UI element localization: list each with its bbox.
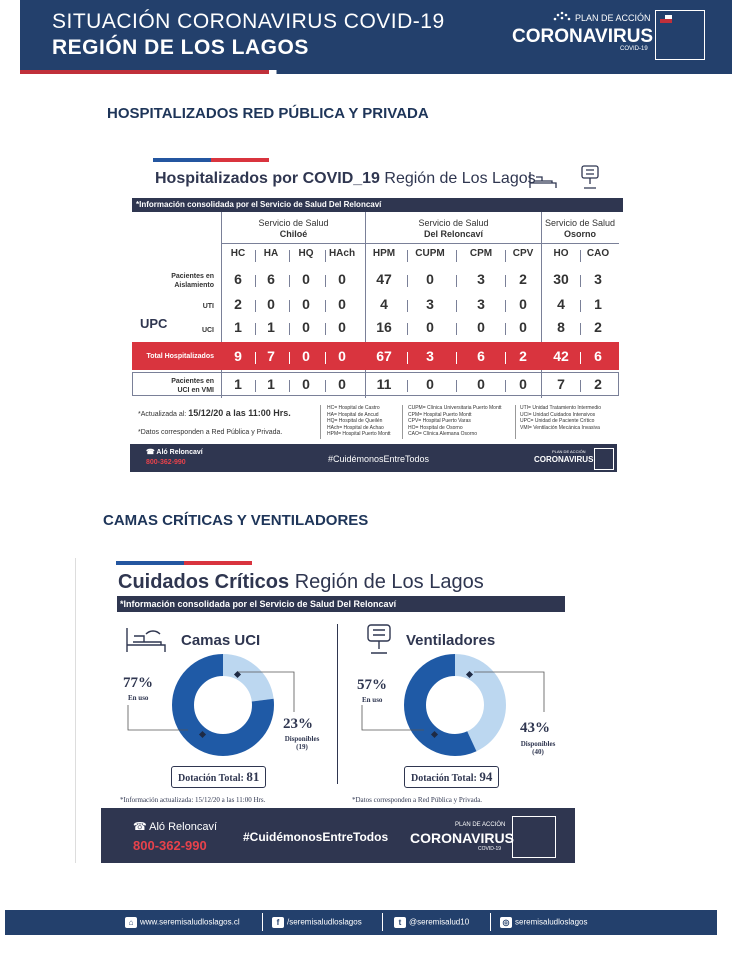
- gobierno-logo-small: [512, 816, 556, 858]
- cell-uti-cpm: 3: [477, 296, 485, 312]
- vent-used-label: En uso: [362, 696, 383, 704]
- camas-free-label: Disponibles (19): [284, 735, 320, 751]
- cell-separator: [289, 352, 290, 364]
- criticos-updated: *Información actualizada: 15/12/20 a las 11:00 Hrs.: [120, 796, 266, 804]
- camas-total: Dotación Total: 81: [171, 766, 266, 788]
- criticos-footer-phone: 800-362-990: [133, 838, 207, 853]
- cell-separator: [289, 275, 290, 287]
- cell-uti-hq: 0: [302, 296, 310, 312]
- cell-uti-hach: 0: [338, 296, 346, 312]
- cell-separator: [289, 380, 290, 392]
- cell-uci-ho: 8: [557, 319, 565, 335]
- header-title-line1: SITUACIÓN CORONAVIRUS COVID-19: [52, 10, 445, 33]
- row-label-upc: UPC: [140, 316, 168, 331]
- cell-vmi-hq: 0: [302, 376, 310, 392]
- cell-uci-ha: 1: [267, 319, 275, 335]
- gobierno-logo-small: [594, 448, 614, 470]
- cell-total-cpv: 2: [519, 348, 527, 364]
- cell-separator: [505, 380, 506, 392]
- cell-uci-cao: 2: [594, 319, 602, 335]
- cell-aislamiento-hq: 0: [302, 271, 310, 287]
- cell-vmi-cpm: 0: [477, 376, 485, 392]
- column-header-cpv: CPV: [512, 248, 534, 259]
- header-title-line2: REGIÓN DE LOS LAGOS: [52, 36, 309, 59]
- footer-facebook-link[interactable]: f /seremisaludloslagos: [272, 917, 362, 928]
- group-osorno: Servicio de Salud Osorno: [544, 218, 616, 239]
- divider: [515, 405, 516, 439]
- cell-vmi-cao: 2: [594, 376, 602, 392]
- divider: [222, 243, 619, 244]
- vent-total: Dotación Total: 94: [404, 766, 499, 788]
- section-title-camas: CAMAS CRÍTICAS Y VENTILADORES: [103, 512, 369, 529]
- divider: [402, 405, 403, 439]
- cell-total-cupm: 3: [426, 348, 434, 364]
- cell-separator: [325, 380, 326, 392]
- cell-total-hach: 0: [338, 348, 346, 364]
- cell-separator: [456, 352, 457, 364]
- vent-used-pct: 57%: [357, 677, 387, 693]
- cell-aislamiento-hc: 6: [234, 271, 242, 287]
- hosp-footer-hashtag: #CuidémonosEntreTodos: [328, 454, 430, 464]
- cell-separator: [255, 352, 256, 364]
- column-header-hc: HC: [230, 248, 246, 259]
- cell-separator: [580, 352, 581, 364]
- cell-total-ha: 7: [267, 348, 275, 364]
- column-header-hq: HQ: [298, 248, 314, 259]
- cell-separator: [255, 323, 256, 335]
- hospitalizados-info-bar: *Información consolidada por el Servicio de Salud Del Reloncaví: [132, 198, 623, 212]
- cell-aislamiento-cpm: 3: [477, 271, 485, 287]
- footer-web-link[interactable]: ⌂ www.seremisaludloslagos.cl: [125, 917, 240, 928]
- column-header-cpm: CPM: [469, 248, 493, 259]
- cell-vmi-ho: 7: [557, 376, 565, 392]
- cell-separator: [325, 300, 326, 312]
- legend-col3: UTI= Unidad Tratamiento Intermedio UCI= Unidad Cuidados Intensivos UPC= Unidad de Paciente Crítico VMI= Ventilación Mecánica Invasiva: [520, 405, 602, 431]
- hosp-footer-corona: CORONAVIRUS: [534, 455, 594, 464]
- criticos-note: *Datos corresponden a Red Pública y Privada.: [352, 796, 483, 804]
- cell-separator: [407, 300, 408, 312]
- legend-col2: CUPM= Clínica Universitaria Puerto Montt CPM= Hospital Puerto Montt CPV= Hospital Puerto Varas HO= Hospital de Osorno CAO= Clínica Alemana Osorno: [408, 405, 502, 437]
- column-header-cao: CAO: [586, 248, 610, 259]
- criticos-footer-hashtag: #CuidémonosEntreTodos: [243, 830, 389, 844]
- cell-uci-hpm: 16: [376, 319, 392, 335]
- chile-flag-icon: [660, 15, 672, 23]
- cell-aislamiento-cupm: 0: [426, 271, 434, 287]
- cell-separator: [325, 323, 326, 335]
- cell-separator: [407, 275, 408, 287]
- cell-total-ho: 42: [553, 348, 569, 364]
- cell-separator: [505, 300, 506, 312]
- plan-logo-icon: [552, 9, 572, 23]
- divider: [382, 913, 383, 931]
- ventilator-icon: [578, 164, 602, 190]
- cell-separator: [289, 250, 290, 262]
- header-covid-label: COVID-19: [620, 46, 648, 52]
- hosp-footer-plan: PLAN DE ACCIÓN: [552, 449, 586, 454]
- criticos-info-bar: *Información consolidada por el Servicio de Salud Del Reloncaví: [117, 596, 565, 612]
- hospital-bed-icon: [528, 168, 558, 190]
- camas-used-pct: 77%: [123, 675, 153, 691]
- camas-uci-label: Camas UCI: [181, 632, 261, 649]
- cell-uti-ho: 4: [557, 296, 565, 312]
- cell-uti-hpm: 4: [380, 296, 388, 312]
- divider: [262, 913, 263, 931]
- row-label-uci: UCI: [201, 327, 214, 334]
- cell-separator: [505, 275, 506, 287]
- hospital-bed-icon: [124, 624, 168, 654]
- hospitalizados-title: Hospitalizados por COVID_19 Región de Los Lagos: [155, 170, 536, 187]
- cell-separator: [325, 250, 326, 262]
- cell-total-hc: 9: [234, 348, 242, 364]
- cell-separator: [407, 250, 408, 262]
- cell-uci-hach: 0: [338, 319, 346, 335]
- row-label-aislamiento: Pacientes en Aislamiento: [171, 273, 214, 289]
- cell-separator: [580, 250, 581, 262]
- ventilator-icon: [362, 622, 396, 656]
- cell-uti-cao: 1: [594, 296, 602, 312]
- footer-twitter-link[interactable]: t @seremisalud10: [394, 917, 469, 928]
- cell-uci-hq: 0: [302, 319, 310, 335]
- cell-separator: [289, 323, 290, 335]
- cell-total-cao: 6: [594, 348, 602, 364]
- phone-icon: ☎: [133, 821, 147, 833]
- row-label-total: Total Hospitalizados: [146, 353, 214, 360]
- cell-aislamiento-ha: 6: [267, 271, 275, 287]
- cell-separator: [456, 300, 457, 312]
- cell-separator: [505, 352, 506, 364]
- cell-separator: [580, 275, 581, 287]
- cell-uci-cupm: 0: [426, 319, 434, 335]
- cell-separator: [289, 300, 290, 312]
- group-chiloe: Servicio de Salud Chiloé: [258, 218, 329, 239]
- criticos-footer-corona: CORONAVIRUS: [410, 830, 514, 846]
- criticos-footer-covid: COVID-19: [478, 846, 502, 852]
- row-label-uti: UTI: [202, 303, 214, 310]
- hosp-footer-alo: ☎ Aló Reloncaví: [146, 449, 203, 456]
- cell-aislamiento-cao: 3: [594, 271, 602, 287]
- cell-separator: [325, 352, 326, 364]
- instagram-icon: ◎: [500, 917, 512, 928]
- gobierno-logo: [655, 10, 705, 60]
- section-title-hospitalizados: HOSPITALIZADOS RED PÚBLICA Y PRIVADA: [107, 105, 429, 122]
- cell-separator: [255, 300, 256, 312]
- divider: [365, 212, 366, 398]
- cell-separator: [456, 380, 457, 392]
- column-header-hpm: HPM: [372, 248, 396, 259]
- cell-aislamiento-hpm: 47: [376, 271, 392, 287]
- cell-separator: [407, 323, 408, 335]
- cell-separator: [407, 380, 408, 392]
- ventiladores-label: Ventiladores: [406, 632, 496, 649]
- column-header-ha: HA: [263, 248, 279, 259]
- accent-stripe-red: [184, 561, 252, 565]
- legend-col1: HC= Hospital de Castro HA= Hospital de Ancud HQ= Hospital de Queilén HAch= Hospital de Achao HPM= Hospital Puerto Montt: [327, 405, 391, 437]
- cell-vmi-hpm: 11: [376, 376, 392, 392]
- facebook-icon: f: [272, 917, 284, 928]
- header-plan-label: PLAN DE ACCIÓN: [575, 13, 651, 23]
- cell-aislamiento-ho: 30: [553, 271, 569, 287]
- cell-separator: [580, 380, 581, 392]
- cell-separator: [456, 250, 457, 262]
- cell-vmi-cupm: 0: [426, 376, 434, 392]
- hosp-footer-phone: 800-362-990: [146, 459, 186, 466]
- column-header-hach: HAch: [328, 248, 356, 259]
- divider: [320, 405, 321, 439]
- callout-lines: [360, 660, 560, 740]
- cell-total-hpm: 67: [376, 348, 392, 364]
- header-coronavirus-label: CORONAVIRUS: [512, 26, 654, 47]
- cell-vmi-ha: 1: [267, 376, 275, 392]
- group-reloncavi: Servicio de Salud Del Reloncaví: [418, 218, 489, 239]
- criticos-footer-alo: ☎ Aló Reloncaví: [133, 821, 218, 833]
- cell-separator: [505, 250, 506, 262]
- cell-separator: [255, 380, 256, 392]
- cell-uti-ha: 0: [267, 296, 275, 312]
- hosp-note: *Datos corresponden a Red Pública y Privada.: [138, 429, 283, 436]
- cell-aislamiento-hach: 0: [338, 271, 346, 287]
- divider: [490, 913, 491, 931]
- criticos-footer-plan: PLAN DE ACCIÓN: [455, 822, 506, 828]
- cell-vmi-hc: 1: [234, 376, 242, 392]
- cell-separator: [407, 352, 408, 364]
- divider: [221, 212, 222, 398]
- cell-separator: [255, 275, 256, 287]
- cell-vmi-hach: 0: [338, 376, 346, 392]
- cell-vmi-cpv: 0: [519, 376, 527, 392]
- cell-total-cpm: 6: [477, 348, 485, 364]
- cell-uti-hc: 2: [234, 296, 242, 312]
- cell-separator: [456, 323, 457, 335]
- cell-uci-hc: 1: [234, 319, 242, 335]
- accent-stripe-blue: [116, 561, 184, 565]
- divider: [337, 624, 338, 784]
- twitter-icon: t: [394, 917, 406, 928]
- vent-free-label: Disponibles (40): [520, 740, 556, 756]
- footer-instagram-link[interactable]: ◎ seremisaludloslagos: [500, 917, 587, 928]
- camas-free-pct: 23%: [283, 716, 313, 732]
- divider: [541, 212, 542, 398]
- globe-icon: ⌂: [125, 917, 137, 928]
- callout-lines: [126, 660, 336, 740]
- cell-total-hq: 0: [302, 348, 310, 364]
- cell-uti-cpv: 0: [519, 296, 527, 312]
- cell-uti-cupm: 3: [426, 296, 434, 312]
- vent-free-pct: 43%: [520, 720, 550, 736]
- cell-aislamiento-cpv: 2: [519, 271, 527, 287]
- cell-separator: [505, 323, 506, 335]
- accent-stripe-red: [211, 158, 269, 162]
- hosp-updated: *Actualizada al: 15/12/20 a las 11:00 Hrs.: [138, 408, 291, 418]
- row-label-vmi: Pacientes en UCI en VMI: [171, 378, 214, 394]
- cell-separator: [456, 275, 457, 287]
- cell-separator: [255, 250, 256, 262]
- column-header-cupm: CUPM: [415, 248, 445, 259]
- cell-separator: [580, 323, 581, 335]
- cell-uci-cpm: 0: [477, 319, 485, 335]
- accent-stripe-blue: [153, 158, 211, 162]
- column-header-ho: HO: [553, 248, 569, 259]
- cell-separator: [325, 275, 326, 287]
- cell-separator: [580, 300, 581, 312]
- phone-icon: ☎: [146, 449, 155, 456]
- camas-used-label: En uso: [128, 694, 149, 702]
- cell-uci-cpv: 0: [519, 319, 527, 335]
- criticos-title: Cuidados Críticos Región de Los Lagos: [118, 571, 484, 593]
- header-stripe: [20, 70, 732, 74]
